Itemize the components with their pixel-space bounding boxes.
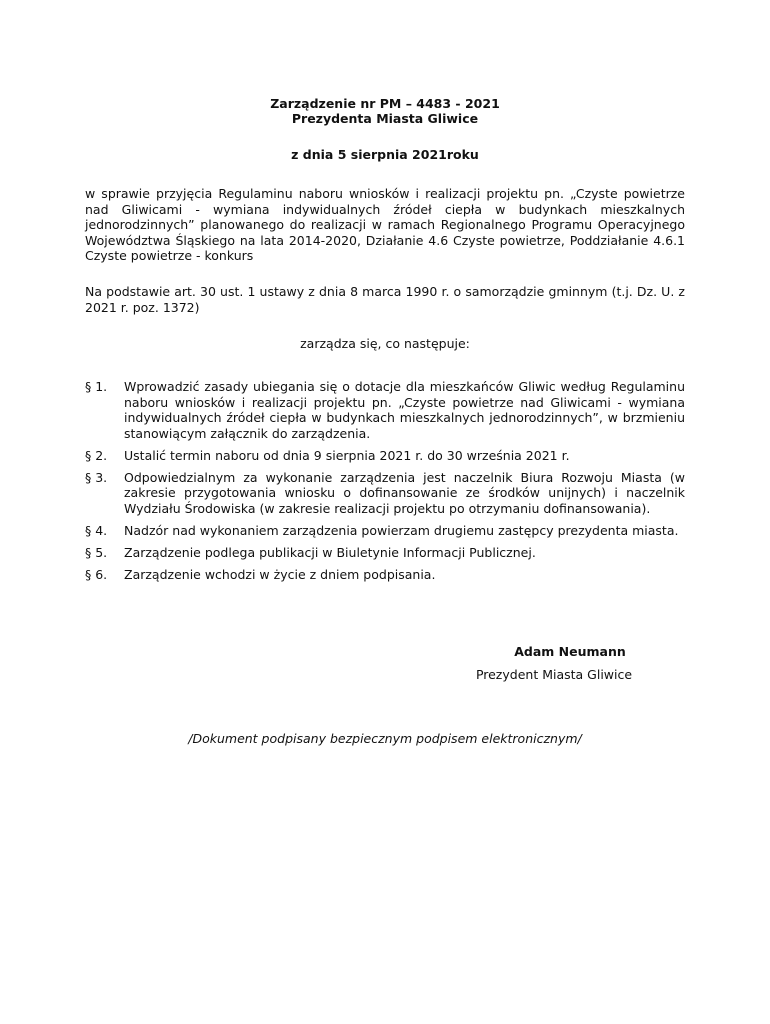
section-text: Nadzór nad wykonaniem zarządzenia powierzam drugiemu zastępcy prezydenta miasta.	[124, 522, 679, 538]
sections-list	[85, 379, 685, 589]
section-text: Ustalić termin naboru od dnia 9 sierpnia 2021 r. do 30 września 2021 r.	[124, 447, 570, 463]
document-issuer: Prezydenta Miasta Gliwice	[291, 111, 479, 126]
legal-basis: Na podstawie art. 30 ust. 1 ustawy z dnia 8 marca 1990 r. o samorządzie gminnym (t.j. Dz. U. z 2021 r. poz. 1372)	[85, 284, 685, 315]
section-item	[85, 567, 685, 583]
section-text: Zarządzenie podlega publikacji w Biuletynie Informacji Publicznej.	[124, 544, 536, 560]
signer-role: Prezydent Miasta Gliwice	[475, 667, 633, 682]
section-item	[85, 448, 685, 464]
section-number: § 5.	[85, 544, 108, 560]
section-number: § 2.	[85, 447, 108, 463]
orders-intro: zarządza się, co następuje:	[300, 336, 470, 351]
section-item	[85, 523, 685, 539]
section-number: § 4.	[85, 522, 108, 538]
signer-name: Adam Neumann	[514, 644, 626, 659]
document-title: Zarządzenie nr PM – 4483 - 2021	[270, 96, 500, 111]
section-item	[85, 545, 685, 561]
section-number: § 1.	[85, 379, 108, 394]
section-text: Zarządzenie wchodzi w życie z dniem podpisania.	[124, 566, 436, 582]
section-item	[85, 470, 685, 517]
section-text: Wprowadzić zasady ubiegania się o dotacje dla mieszkańców Gliwic według Regulaminu naboru wniosków i realizacji projektu pn. „Czyste powietrze nad Gliwicami - wymiana indywidualnych źródeł ciepła w budynkach mieszkalnych jednorodzinnych”, w brzmieniu stanowiącym załącznik do zarządzenia.	[124, 379, 685, 441]
section-item	[85, 379, 685, 441]
section-number: § 6.	[85, 566, 108, 582]
document-subject: w sprawie przyjęcia Regulaminu naboru wniosków i realizacji projektu pn. „Czyste powietrze nad Gliwicami - wymiana indywidualnych źródeł ciepła w budynkach mieszkalnych jednorodzinnych” planowanego do realizacji w ramach Regionalnego Programu Operacyjnego Województwa Śląskiego na lata 2014-2020, Działanie 4.6 Czyste powietrze, Poddziałanie 4.6.1 Czyste powietrze - konkurs	[85, 186, 685, 263]
document-date: z dnia 5 sierpnia 2021roku	[291, 147, 479, 162]
electronic-signature-note: /Dokument podpisany bezpiecznym podpisem elektronicznym/	[188, 731, 582, 746]
section-number: § 3.	[85, 469, 108, 485]
section-text: Odpowiedzialnym za wykonanie zarządzenia jest naczelnik Biura Rozwoju Miasta (w zakresie przygotowania wniosku o dofinansowanie ze środków unijnych) i naczelnik Wydziału Środowiska (w zakresie realizacji projektu po otrzymaniu dofinansowania).	[124, 469, 685, 516]
